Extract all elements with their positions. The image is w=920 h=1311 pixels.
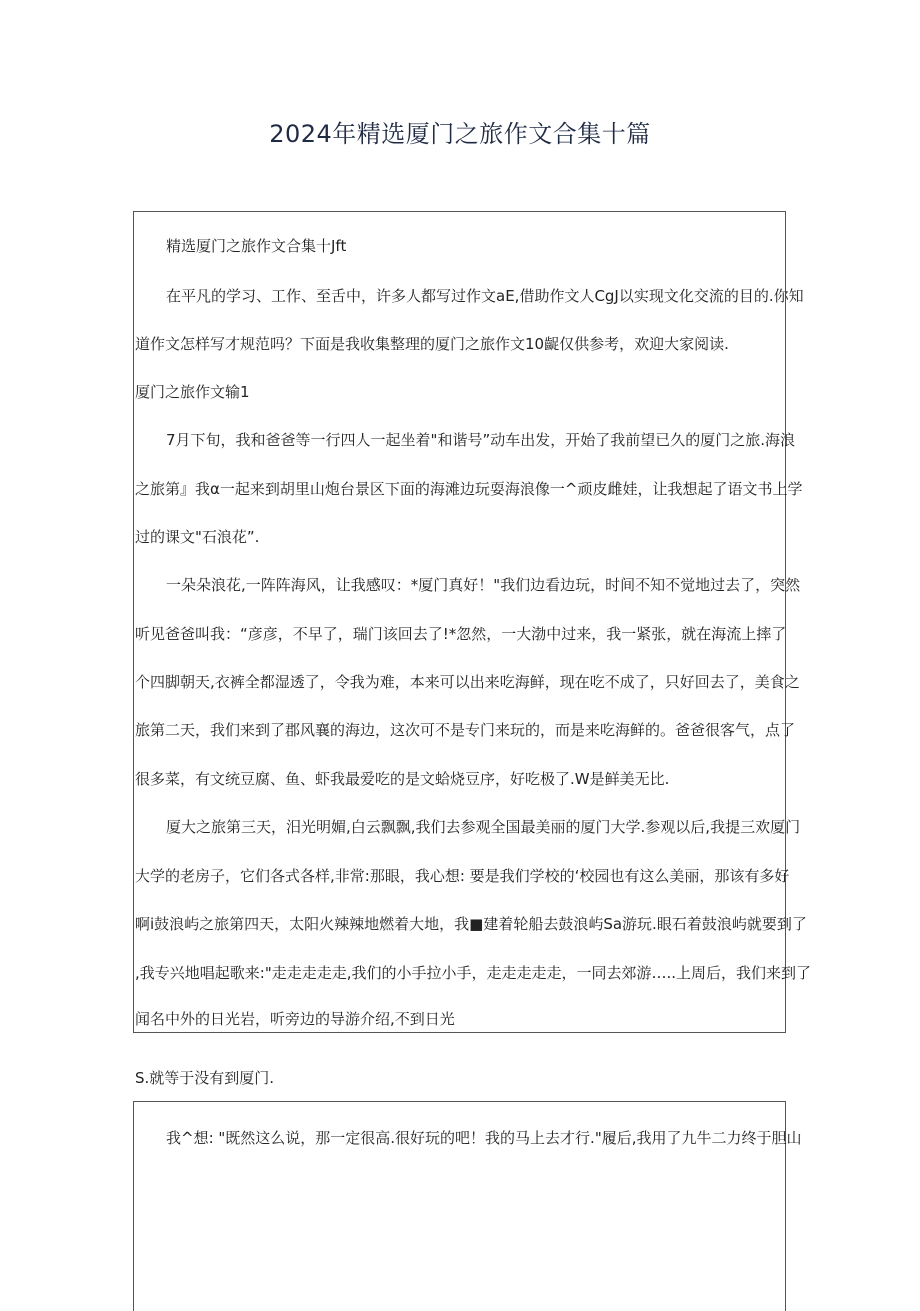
text-line: 闻名中外的日光岩，听旁边的导游介绍,不到日光 [135,1010,455,1028]
text-line: ,我专兴地唱起歌来:"走走走走走,我们的小手拉小手，走走走走走，一同去郊游…..上周后，我们来到了 [135,964,812,982]
text-line: 个四脚朝天,衣裤全都湿透了，令我为难，本来可以出来吃海鲜，现在吃不成了，只好回去了，美食之 [135,673,800,691]
text-line: 道作文怎样写才规范吗？下面是我收集整理的厦门之旅作文10齪仅供参考，欢迎大家阅读. [135,335,729,353]
text-line: 在平凡的学习、工作、至舌中，许多人都写过作文aE,借助作文人CgJ以实现文化交流的目的.你知 [166,287,804,305]
standalone-text-line: S.就等于没有到厦门. [135,1069,275,1087]
text-line: 之旅第』我α一起来到胡里山炮台景区下面的海滩边玩耍海浪像一^顽皮雌娃，让我想起了语文书上学 [135,480,803,498]
text-line: 过的课文"石浪花”. [135,528,260,546]
text-line: 啊i鼓浪屿之旅第四天，太阳火辣辣地燃着大地，我■建着轮船去鼓浪屿Sa游玩.眼石着鼓浪屿就要到了 [135,915,807,933]
text-line: 很多菜，有文统豆腐、鱼、虾我最爱吃的是文蛤烧豆序，好吃极了.W是鲜美无比. [135,770,670,788]
text-line: 精选厦门之旅作文合集十Jft [166,237,347,255]
section-heading: 厦门之旅作文输1 [135,383,250,401]
text-line: 听见爸爸叫我：“彦彦，不早了，瑞门该回去了!*忽然，一大渤中过来，我一紧张，就在海流上摔了 [135,625,787,643]
text-line: 大学的老房子，它们各式各样,非常:那眼，我心想: 要是我们学校的‘校园也有这么美丽，那该有多好 [135,867,790,885]
text-line: 旅第二天，我们来到了郡风襄的海边，这次可不是专门来玩的，而是来吃海鲜的。爸爸很客气，点了 [135,721,796,739]
text-line: 一朵朵浪花,一阵阵海风，让我感叹：*厦门真好！"我们边看边玩，时间不知不觉地过去了，突然 [166,576,801,594]
document-title: 2024年精选厦门之旅作文合集十篇 [269,120,651,148]
content-box-2 [133,1101,802,1311]
text-line: 7月下旬，我和爸爸等一行四人一起坐着"和谐号”动车出发，开始了我前望已久的厦门之旅.海浪 [166,431,795,449]
text-line: 我^想: "既然这么说，那一定很高.很好玩的吧！我的马上去才行."履后,我用了九牛二力终于胆山 [166,1129,802,1147]
text-line: 厦大之旅第三天，汨光明媚,白云飘飘,我们去参观全国最美丽的厦门大学.参观以后,我提三欢厦门 [166,818,801,836]
content-box-1 [133,211,812,1033]
